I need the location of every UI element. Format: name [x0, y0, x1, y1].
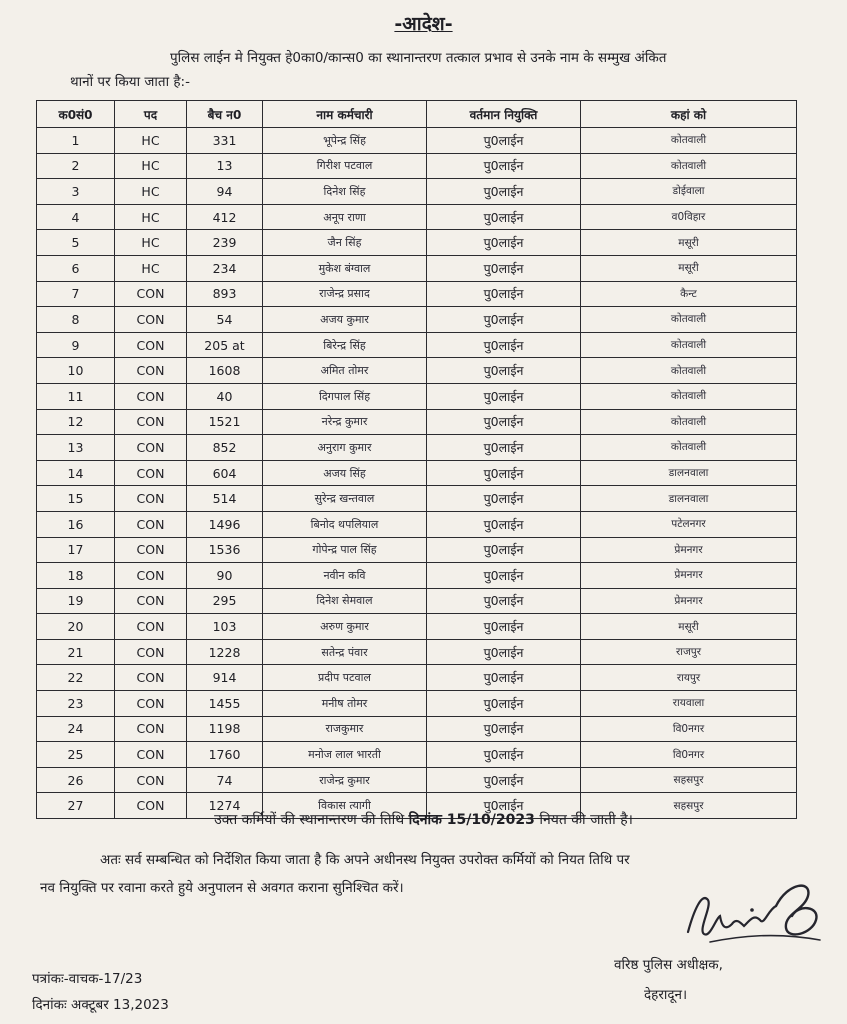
cell-name: दिनेश सिंह [263, 179, 427, 205]
reference-date: दिनांकः अक्टूबर 13,2023 [32, 997, 169, 1013]
cell-current-posting: पु0लाईन [427, 665, 581, 691]
cell-rank: CON [115, 716, 187, 742]
cell-current-posting: पु0लाईन [427, 588, 581, 614]
table-row [37, 128, 797, 154]
table-row [37, 307, 797, 333]
cell-serial: 1 [37, 128, 115, 154]
cell-badge: 1455 [187, 691, 263, 717]
cell-destination: पटेलनगर [581, 511, 797, 537]
table-row [37, 691, 797, 717]
table-row [37, 588, 797, 614]
cell-serial: 5 [37, 230, 115, 256]
cell-badge: 514 [187, 486, 263, 512]
cell-rank: HC [115, 255, 187, 281]
cell-name: बिनोद थपलियाल [263, 511, 427, 537]
cell-badge: 1608 [187, 358, 263, 384]
cell-current-posting: पु0लाईन [427, 537, 581, 563]
cell-destination: कोतवाली [581, 435, 797, 461]
cell-current-posting: पु0लाईन [427, 128, 581, 154]
cell-rank: CON [115, 435, 187, 461]
table-row [37, 409, 797, 435]
cell-destination: प्रेमनगर [581, 537, 797, 563]
cell-current-posting: पु0लाईन [427, 179, 581, 205]
cell-badge: 1274 [187, 793, 263, 819]
table-row [37, 537, 797, 563]
cell-rank: CON [115, 281, 187, 307]
cell-name: अजय सिंह [263, 460, 427, 486]
cell-rank: CON [115, 665, 187, 691]
cell-destination: मसूरी [581, 230, 797, 256]
table-row [37, 716, 797, 742]
cell-name: प्रदीप पटवाल [263, 665, 427, 691]
cell-serial: 25 [37, 742, 115, 768]
cell-serial: 6 [37, 255, 115, 281]
table-row [37, 563, 797, 589]
cell-rank: HC [115, 128, 187, 154]
cell-rank: CON [115, 691, 187, 717]
cell-badge: 1228 [187, 639, 263, 665]
cell-serial: 14 [37, 460, 115, 486]
table-row [37, 511, 797, 537]
cell-destination: डालनवाला [581, 460, 797, 486]
cell-serial: 4 [37, 204, 115, 230]
cell-badge: 1536 [187, 537, 263, 563]
cell-current-posting: पु0लाईन [427, 307, 581, 333]
cell-serial: 12 [37, 409, 115, 435]
cell-serial: 9 [37, 332, 115, 358]
cell-rank: CON [115, 563, 187, 589]
cell-badge: 234 [187, 255, 263, 281]
cell-rank: CON [115, 614, 187, 640]
cell-name: अनूप राणा [263, 204, 427, 230]
cell-destination: डालनवाला [581, 486, 797, 512]
instructions-line-2: नव नियुक्ति पर रवाना करते हुये अनुपालन से अवगत कराना सुनिश्चित करें। [40, 880, 404, 896]
cell-name: दिगपाल सिंह [263, 383, 427, 409]
transfer-date-suffix: नियत की जाती है। [539, 812, 633, 828]
cell-rank: HC [115, 230, 187, 256]
cell-serial: 10 [37, 358, 115, 384]
table-row [37, 383, 797, 409]
cell-current-posting: पु0लाईन [427, 435, 581, 461]
cell-serial: 18 [37, 563, 115, 589]
table-row [37, 486, 797, 512]
table-row [37, 281, 797, 307]
cell-rank: CON [115, 588, 187, 614]
cell-destination: वि0नगर [581, 716, 797, 742]
cell-serial: 19 [37, 588, 115, 614]
cell-serial: 27 [37, 793, 115, 819]
table-row [37, 614, 797, 640]
intro-line-2: थानों पर किया जाता है:- [70, 74, 190, 90]
cell-destination: कोतवाली [581, 383, 797, 409]
cell-badge: 1496 [187, 511, 263, 537]
cell-rank: CON [115, 537, 187, 563]
cell-badge: 103 [187, 614, 263, 640]
table-header-row [37, 101, 797, 128]
cell-current-posting: पु0लाईन [427, 793, 581, 819]
cell-badge: 295 [187, 588, 263, 614]
cell-serial: 26 [37, 767, 115, 793]
cell-name: नवीन कवि [263, 563, 427, 589]
cell-badge: 13 [187, 153, 263, 179]
cell-destination: प्रेमनगर [581, 588, 797, 614]
cell-serial: 20 [37, 614, 115, 640]
cell-serial: 11 [37, 383, 115, 409]
cell-destination: कोतवाली [581, 153, 797, 179]
cell-serial: 21 [37, 639, 115, 665]
header-destination: कहां को [581, 101, 797, 128]
table-row [37, 742, 797, 768]
cell-name: मुकेश बंग्वाल [263, 255, 427, 281]
table-row [37, 358, 797, 384]
order-heading: -आदेश- [394, 13, 453, 35]
cell-rank: CON [115, 460, 187, 486]
table-body [37, 128, 797, 819]
table-row [37, 639, 797, 665]
cell-badge: 40 [187, 383, 263, 409]
cell-rank: CON [115, 383, 187, 409]
cell-name: सतेन्द्र पंवार [263, 639, 427, 665]
cell-badge: 205 at [187, 332, 263, 358]
cell-badge: 412 [187, 204, 263, 230]
cell-name: राजेन्द्र कुमार [263, 767, 427, 793]
cell-current-posting: पु0लाईन [427, 742, 581, 768]
table-row [37, 153, 797, 179]
header-serial: क0सं0 [37, 101, 115, 128]
intro-line-1: पुलिस लाईन मे नियुक्त हे0का0/कान्स0 का स्थानान्तरण तत्काल प्रभाव से उनके नाम के सम्मुख अंकित [170, 50, 667, 66]
cell-rank: HC [115, 179, 187, 205]
cell-current-posting: पु0लाईन [427, 358, 581, 384]
table-row [37, 230, 797, 256]
cell-badge: 1760 [187, 742, 263, 768]
cell-destination: कोतवाली [581, 358, 797, 384]
cell-destination: मसूरी [581, 614, 797, 640]
header-current-posting: वर्तमान नियुक्ति [427, 101, 581, 128]
cell-current-posting: पु0लाईन [427, 230, 581, 256]
cell-current-posting: पु0लाईन [427, 767, 581, 793]
cell-current-posting: पु0लाईन [427, 204, 581, 230]
cell-badge: 90 [187, 563, 263, 589]
cell-badge: 893 [187, 281, 263, 307]
cell-name: गोपेन्द्र पाल सिंह [263, 537, 427, 563]
cell-rank: CON [115, 767, 187, 793]
cell-name: दिनेश सेमवाल [263, 588, 427, 614]
cell-name: भूपेन्द्र सिंह [263, 128, 427, 154]
cell-name: अजय कुमार [263, 307, 427, 333]
cell-destination: कोतवाली [581, 332, 797, 358]
cell-current-posting: पु0लाईन [427, 639, 581, 665]
cell-current-posting: पु0लाईन [427, 409, 581, 435]
cell-rank: CON [115, 511, 187, 537]
header-name: नाम कर्मचारी [263, 101, 427, 128]
cell-name: अरुण कुमार [263, 614, 427, 640]
header-rank: पद [115, 101, 187, 128]
cell-name: विकास त्यागी [263, 793, 427, 819]
transfer-date-value: दिनांक 15/10/2023 [408, 812, 535, 828]
cell-destination: डोईवाला [581, 179, 797, 205]
cell-serial: 22 [37, 665, 115, 691]
instructions-line-1: अतः सर्व सम्बन्धित को निर्देशित किया जाता है कि अपने अधीनस्थ नियुक्त उपरोक्त कर्मियों को नियत तिथि पर [100, 852, 630, 868]
intro-paragraph [70, 46, 810, 94]
cell-name: जैन सिंह [263, 230, 427, 256]
cell-rank: CON [115, 358, 187, 384]
cell-serial: 23 [37, 691, 115, 717]
transfer-date-prefix: उक्त कर्मियों की स्थानान्तरण की तिथि [214, 812, 405, 828]
cell-destination: रायपुर [581, 665, 797, 691]
officer-designation: वरिष्ठ पुलिस अधीक्षक, [614, 957, 723, 973]
cell-rank: CON [115, 742, 187, 768]
cell-destination: कोतवाली [581, 128, 797, 154]
cell-destination: व0विहार [581, 204, 797, 230]
cell-serial: 17 [37, 537, 115, 563]
cell-rank: CON [115, 639, 187, 665]
cell-name: अमित तोमर [263, 358, 427, 384]
cell-rank: CON [115, 486, 187, 512]
cell-rank: CON [115, 793, 187, 819]
cell-current-posting: पु0लाईन [427, 486, 581, 512]
table-row [37, 179, 797, 205]
reference-number: पत्रांकः-वाचक-17/23 [32, 971, 143, 987]
cell-serial: 7 [37, 281, 115, 307]
officer-block [614, 950, 834, 1010]
cell-destination: कोतवाली [581, 307, 797, 333]
cell-current-posting: पु0लाईन [427, 383, 581, 409]
cell-badge: 239 [187, 230, 263, 256]
cell-badge: 914 [187, 665, 263, 691]
cell-destination: सहसपुर [581, 767, 797, 793]
cell-current-posting: पु0लाईन [427, 460, 581, 486]
transfer-table [36, 100, 797, 819]
cell-destination: कैन्ट [581, 281, 797, 307]
table-row [37, 767, 797, 793]
table-row [37, 255, 797, 281]
cell-current-posting: पु0लाईन [427, 255, 581, 281]
reference-block [32, 966, 169, 1018]
cell-serial: 13 [37, 435, 115, 461]
cell-badge: 94 [187, 179, 263, 205]
table-row [37, 332, 797, 358]
cell-name: नरेन्द्र कुमार [263, 409, 427, 435]
cell-serial: 15 [37, 486, 115, 512]
cell-current-posting: पु0लाईन [427, 153, 581, 179]
cell-current-posting: पु0लाईन [427, 332, 581, 358]
cell-current-posting: पु0लाईन [427, 563, 581, 589]
cell-current-posting: पु0लाईन [427, 614, 581, 640]
cell-name: गिरीश पटवाल [263, 153, 427, 179]
cell-name: राजकुमार [263, 716, 427, 742]
table-row [37, 460, 797, 486]
cell-name: सुरेन्द्र खन्तवाल [263, 486, 427, 512]
cell-name: बिरेन्द्र सिंह [263, 332, 427, 358]
cell-destination: वि0नगर [581, 742, 797, 768]
cell-serial: 24 [37, 716, 115, 742]
cell-destination: राजपुर [581, 639, 797, 665]
table-row [37, 665, 797, 691]
cell-badge: 852 [187, 435, 263, 461]
cell-rank: CON [115, 409, 187, 435]
cell-rank: CON [115, 307, 187, 333]
cell-serial: 16 [37, 511, 115, 537]
cell-destination: प्रेमनगर [581, 563, 797, 589]
officer-place: देहरादून। [644, 987, 688, 1003]
cell-current-posting: पु0लाईन [427, 691, 581, 717]
cell-destination: रायवाला [581, 691, 797, 717]
cell-rank: CON [115, 332, 187, 358]
cell-serial: 2 [37, 153, 115, 179]
table-row [37, 204, 797, 230]
cell-destination: मसूरी [581, 255, 797, 281]
cell-name: मनोज लाल भारती [263, 742, 427, 768]
cell-name: मनीष तोमर [263, 691, 427, 717]
transfer-date-line [0, 810, 847, 829]
cell-rank: HC [115, 204, 187, 230]
cell-serial: 8 [37, 307, 115, 333]
cell-name: अनुराग कुमार [263, 435, 427, 461]
officer-signature [680, 870, 830, 960]
cell-badge: 1198 [187, 716, 263, 742]
cell-rank: HC [115, 153, 187, 179]
cell-badge: 1521 [187, 409, 263, 435]
cell-destination: कोतवाली [581, 409, 797, 435]
table-row [37, 435, 797, 461]
cell-current-posting: पु0लाईन [427, 511, 581, 537]
cell-name: राजेन्द्र प्रसाद [263, 281, 427, 307]
cell-serial: 3 [37, 179, 115, 205]
cell-current-posting: पु0लाईन [427, 281, 581, 307]
cell-destination: सहसपुर [581, 793, 797, 819]
header-badge: बैच न0 [187, 101, 263, 128]
cell-badge: 54 [187, 307, 263, 333]
cell-badge: 604 [187, 460, 263, 486]
cell-current-posting: पु0लाईन [427, 716, 581, 742]
cell-badge: 74 [187, 767, 263, 793]
cell-badge: 331 [187, 128, 263, 154]
